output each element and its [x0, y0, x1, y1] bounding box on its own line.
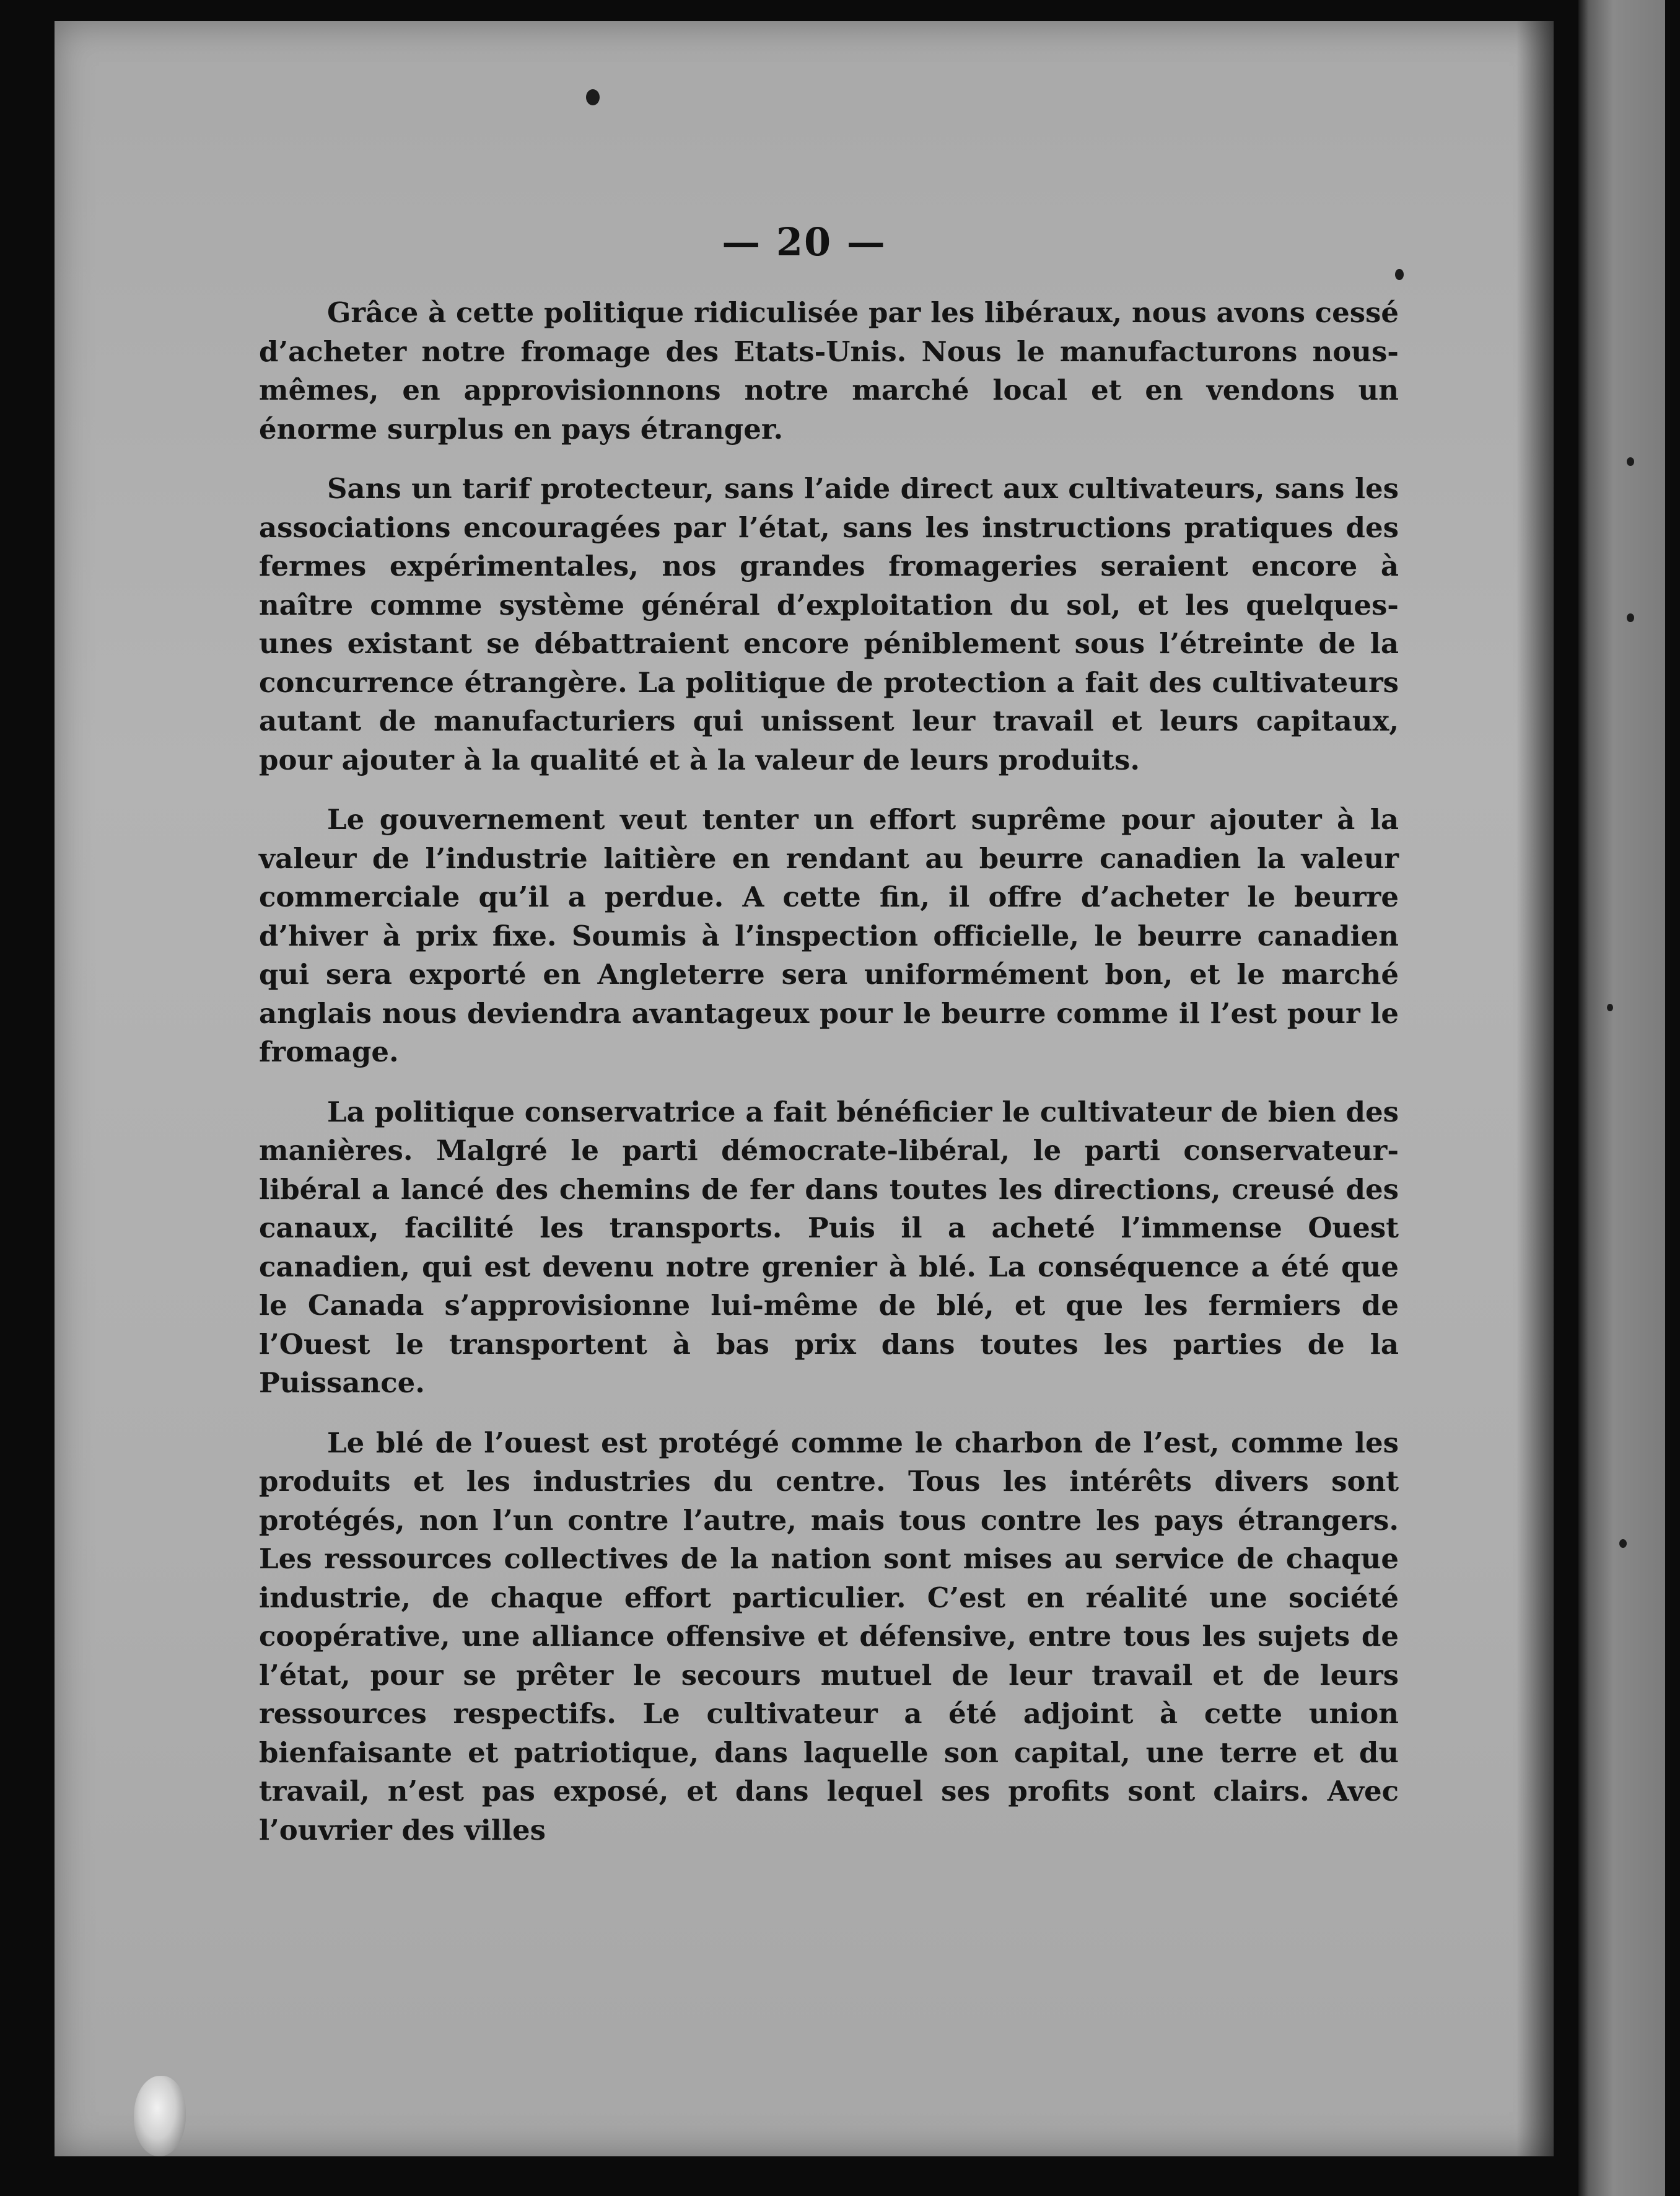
adjacent-page-edge	[1578, 0, 1665, 2196]
ink-speck	[1627, 613, 1634, 622]
ink-speck	[1627, 457, 1634, 466]
ink-speck	[586, 89, 600, 105]
paragraph-3: Le gouvernement veut tenter un effort suprême pour ajouter à la valeur de l’industrie laitière en rendant au beurre canadien la valeur commerciale qu’il a perdue. A cette fin, il offre d’acheter le beurre d’hiver à prix fixe. Soumis à l’inspection officielle, le beurre canadien qui sera exporté en Angleterre sera uniformément bon, et le marché anglais nous deviendra avantageux pour le beurre comme il l’est pour le fromage.	[259, 803, 1399, 1068]
paragraph-4: La politique conservatrice a fait bénéficier le cultivateur de bien des manières. Malgré le parti démocrate-libéral, le parti conservateur-libéral a lancé des chemins de fer dans toutes les directions, creusé des canaux, facilité les transports. Puis il a acheté l’immense Ouest canadien, qui est devenu notre grenier à blé. La conséquence a été que le Canada s’approvisionne lui-même de blé, et que les fermiers de l’Ouest le transportent à bas prix dans toutes les parties de la Puissance.	[259, 1095, 1399, 1399]
printed-page	[55, 21, 1554, 2156]
paragraph-5: Le blé de l’ouest est protégé comme le charbon de l’est, comme les produits et les industries du centre. Tous les intérêts divers sont protégés, non l’un contre l’autre, mais tous contre les pays étrangers. Les ressources collectives de la nation sont mises au service de chaque industrie, de chaque effort particulier. C’est en réalité une société coopérative, une alliance offensive et défensive, entre tous les sujets de l’état, pour se prêter le secours mutuel de leur travail et de leurs ressources respectifs. Le cultivateur a été adjoint à cette union bienfaisante et patriotique, dans laquelle son capital, une terre et du travail, n’est pas exposé, et dans lequel ses profits sont clairs. Avec l’ouvrier des villes	[259, 1426, 1399, 1847]
body-text	[259, 294, 1399, 1850]
paragraph-1: Grâce à cette politique ridiculisée par les libéraux, nous avons cessé d’acheter notre fromage des Etats-Unis. Nous le manufacturons nous-mêmes, en approvisionnons notre marché local et en vendons un énorme surplus en pays étranger.	[259, 296, 1399, 446]
paragraph-2: Sans un tarif protecteur, sans l’aide direct aux cultivateurs, sans les associations encouragées par l’état, sans les instructions pratiques des fermes expérimentales, nos grandes fromageries seraient encore à naître comme système général d’exploitation du sol, et les quelques-unes existant se débattraient encore péniblement sous l’étreinte de la concurrence étrangère. La politique de protection a fait des cultivateurs autant de manufacturiers qui unissent leur travail et leurs capitaux, pour ajouter à la qualité et à la valeur de leurs produits.	[259, 472, 1399, 776]
ink-speck	[1619, 1539, 1627, 1548]
ink-speck	[1395, 269, 1404, 280]
page-number: — 20 —	[722, 219, 886, 265]
ink-speck	[1607, 1004, 1613, 1011]
paper-blot	[134, 2076, 186, 2156]
